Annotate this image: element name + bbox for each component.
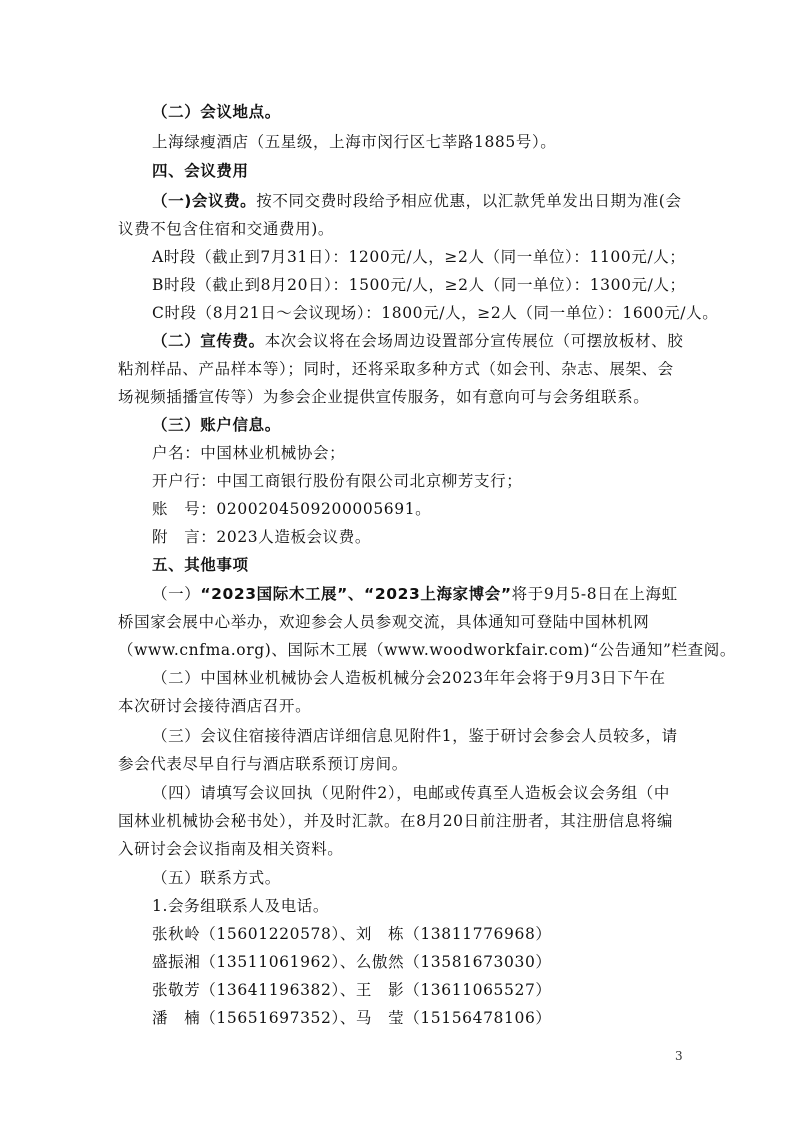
paragraph-promo-fee-line3: 场视频插播宣传等）为参会企业提供宣传服务，如有意向可与会务组联系。 [118,388,650,406]
section-title-account: （三）账户信息。 [152,416,281,434]
account-memo: 附 言：2023人造板会议费。 [152,528,371,546]
other-1-text: 将于9月5-8日在上海虹 [511,585,678,603]
meeting-fee-label: （一)会议费。 [152,192,257,210]
paragraph-other-2-line2: 本次研讨会接待酒店召开。 [118,697,312,715]
page-number: 3 [675,1049,683,1063]
paragraph-other-4-line1: （四）请填写会议回执（见附件2），电邮或传真至人造板会议会务组（中 [152,784,670,802]
section-heading-other: 五、其他事项 [152,556,249,574]
paragraph-meeting-fee-line1 [152,191,682,211]
other-1-events: “2023国际木工展”、“2023上海家博会” [200,585,512,603]
meeting-fee-text: 按不同交费时段给予相应优惠，以汇款凭单发出日期为准(会 [256,192,682,210]
account-name: 户名：中国林业机械协会； [152,444,346,462]
paragraph-meeting-fee-line2: 议费不包含住宿和交通费用)。 [118,220,334,238]
paragraph-other-3-line2: 参会代表尽早自行与酒店联系预订房间。 [118,755,408,773]
paragraph-promo-fee-line1 [152,331,683,351]
paragraph-other-5: （五）联系方式。 [152,869,281,887]
paragraph-other-4-line3: 入研讨会会议指南及相关资料。 [118,840,344,858]
contact-heading: 1.会务组联系人及电话。 [152,897,329,915]
paragraph-other-2-line1: （二）中国林业机械协会人造板机械分会2023年年会将于9月3日下午在 [152,669,666,687]
paragraph-other-1-line1 [152,584,678,604]
paragraph-other-1-line2: 桥国家会展中心举办，欢迎参会人员参观交流，具体通知可登陆中国林机网 [118,613,650,631]
section-heading-fees: 四、会议费用 [152,162,249,180]
contact-line-2: 盛振湘（13511061962）、么傲然（13581673030） [152,953,552,971]
other-1-prefix: （一） [152,585,201,603]
paragraph-promo-fee-line2: 粘剂样品、产品样本等）；同时，还将采取多种方式（如会刊、杂志、展架、会 [118,360,674,378]
fee-period-b: B时段（截止到8月20日）：1500元/人，≥2人（同一单位）：1300元/人； [152,276,686,294]
promo-fee-text: 本次会议将在会场周边设置部分宣传展位（可摆放板材、胶 [264,332,684,350]
contact-line-3: 张敬芳（13641196382）、王 影（13611065527） [152,981,552,999]
paragraph-other-1-line3: （www.cnfma.org)、国际木工展（www.woodworkfair.com)“公告通知”栏查阅。 [118,641,736,659]
paragraph-other-3-line1: （三）会议住宿接待酒店详细信息见附件1，鉴于研讨会参会人员较多，请 [152,727,678,745]
promo-fee-label: （二）宣传费。 [152,332,265,350]
contact-line-1: 张秋岭（15601220578）、刘 栋（13811776968） [152,925,552,943]
account-bank: 开户行：中国工商银行股份有限公司北京柳芳支行； [152,472,523,490]
contact-line-4: 潘 楠（15651697352）、马 莹（15156478106） [152,1009,552,1027]
account-number: 账 号：0200204509200005691。 [152,500,432,518]
fee-period-c: C时段（8月21日～会议现场）：1800元/人，≥2人（同一单位）：1600元/人。 [152,304,719,322]
venue-text: 上海绿瘦酒店（五星级，上海市闵行区七莘路1885号）。 [152,133,557,151]
fee-period-a: A时段（截止到7月31日）：1200元/人，≥2人（同一单位）：1100元/人； [152,248,686,266]
paragraph-other-4-line2: 国林业机械协会秘书处），并及时汇款。在8月20日前注册者，其注册信息将编 [118,812,673,830]
section-title-venue: （二）会议地点。 [152,103,281,121]
